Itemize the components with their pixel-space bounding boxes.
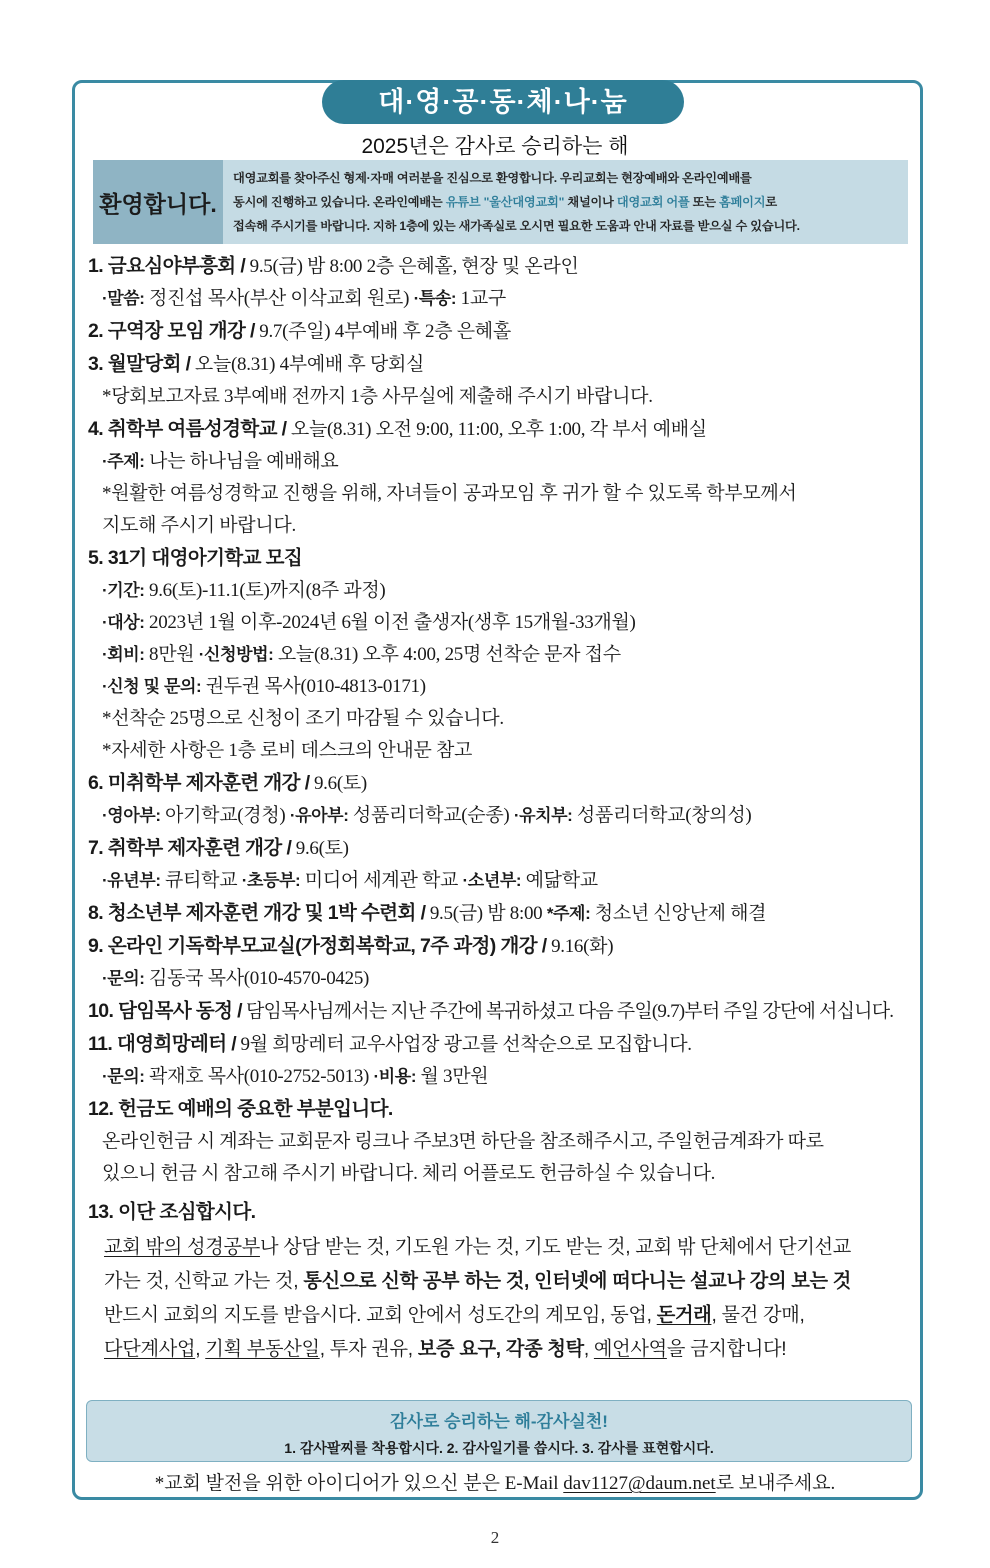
announcements xyxy=(88,250,918,1367)
homepage-link[interactable]: 홈페이지 xyxy=(719,195,766,209)
page-number: 2 xyxy=(490,1528,500,1547)
item-heading: 12. 헌금도 예배의 중요한 부분입니다. xyxy=(88,1098,393,1120)
announcement-10: 10. 담임목사 동정 / 담임목사님께서는 지난 주간에 복귀하셨고 다음 주일(9.7)부터 주일 강단에 서십니다. xyxy=(88,1000,894,1022)
gratitude-title: 감사로 승리하는 해-감사실천! xyxy=(390,1412,608,1431)
church-app-link[interactable]: 대영교회 어플 xyxy=(616,195,690,209)
announcement-7: 7. 취학부 제자훈련 개강 / 9.6(토) ·유년부: 큐티학교 ·초등부: 미디어 세계관 학교 ·소년부: 예닮학교 xyxy=(88,837,598,891)
item-heading: 10. 담임목사 동정 / xyxy=(88,1000,243,1022)
item-heading: 1. 금요심야부흥회 / xyxy=(88,255,246,277)
item-heading: 7. 취학부 제자훈련 개강 / xyxy=(88,837,292,859)
welcome-line-2: 동시에 진행하고 있습니다. 온라인예배는 유튜브 "울산대영교회" 채널이나 대영교회 어플 또는 홈페이지로 xyxy=(233,195,777,209)
announcement-2: 2. 구역장 모임 개강 / 9.7(주일) 4부예배 후 2층 은혜홀 xyxy=(88,320,511,342)
item-heading: 6. 미취학부 제자훈련 개강 / xyxy=(88,772,310,794)
announcement-12: 12. 헌금도 예배의 중요한 부분입니다. 온라인헌금 시 계좌는 교회문자 링크나 주보3면 하단을 참조해주시고, 주일헌금계좌가 따로 있으니 헌금 시 참고해 주시기 바랍니다. 체리 어플로도 헌금하실 수 있습니다. xyxy=(88,1098,824,1184)
announcement-11: 11. 대영희망레터 / 9월 희망레터 교우사업장 광고를 선착순으로 모집합니다. ·문의: 곽재호 목사(010-2752-5013) ·비용: 월 3만원 xyxy=(88,1033,692,1087)
item-heading: 2. 구역장 모임 개강 / xyxy=(88,320,255,342)
item-heading: 13. 이단 조심합시다. xyxy=(88,1201,256,1223)
announcement-1: 1. 금요심야부흥회 / 9.5(금) 밤 8:00 2층 은혜홀, 현장 및 온라인 ·말씀: 정진섭 목사(부산 이삭교회 원로) ·특송: 1교구 xyxy=(88,255,579,309)
contact-line: *교회 발전을 위한 아이디어가 있으신 분은 E-Mail dav1127@daum.net로 보내주세요. xyxy=(154,1473,836,1494)
welcome-line-1: 대영교회를 찾아주신 형제·자매 여러분을 진심으로 환영합니다. 우리교회는 현장예배와 온라인예배를 xyxy=(233,171,752,185)
gratitude-practice-box xyxy=(86,1400,912,1462)
item-heading: 11. 대영희망레터 / xyxy=(88,1033,237,1055)
item-heading: 3. 월말당회 / xyxy=(88,353,191,375)
announcement-3: 3. 월말당회 / 오늘(8.31) 4부예배 후 당회실 *당회보고자료 3부예배 전까지 1층 사무실에 제출해 주시기 바랍니다. xyxy=(88,353,653,407)
item-heading: 9. 온라인 기독학부모교실(가정회복학교, 7주 과정) 개강 / xyxy=(88,935,547,957)
announcement-9: 9. 온라인 기독학부모교실(가정회복학교, 7주 과정) 개강 / 9.16(화) ·문의: 김동국 목사(010-4570-0425) xyxy=(88,935,614,989)
announcement-13: 13. 이단 조심합시다. 교회 밖의 성경공부나 상담 받는 것, 기도원 가는 것, 기도 받는 것, 교회 밖 단체에서 단기선교 가는 것, 신학교 가는 것, 통신으로 신학 공부 하는 것, 인터넷에 떠다니는 설교나 강의 보는 것 반드시 교회의 지도를 받읍시다. 교회 안에서 성도간의 계모임, 동업, 돈거래, 물건 강매, 다단계사업, 기획 부동산일, 투자 권유, 보증 요구, 각종 청탁, 예언사역을 금지합니다! xyxy=(88,1201,852,1360)
item-heading: 4. 취학부 여름성경학교 / xyxy=(88,418,287,440)
item-heading: 8. 청소년부 제자훈련 개강 및 1박 수련회 / xyxy=(88,902,426,924)
youtube-channel-link[interactable]: 유튜브 "울산대영교회" xyxy=(445,195,565,209)
welcome-banner xyxy=(93,160,908,244)
item-heading: 5. 31기 대영아기학교 모집 xyxy=(88,547,303,569)
announcement-8: 8. 청소년부 제자훈련 개강 및 1박 수련회 / 9.5(금) 밤 8:00 *주제: 청소년 신앙난제 해결 xyxy=(88,902,767,924)
announcement-6: 6. 미취학부 제자훈련 개강 / 9.6(토) ·영아부: 아기학교(경청) ·유아부: 성품리더학교(순종) ·유치부: 성품리더학교(창의성) xyxy=(88,772,752,826)
announcement-4: 4. 취학부 여름성경학교 / 오늘(8.31) 오전 9:00, 11:00, 오후 1:00, 각 부서 예배실 ·주제: 나는 하나님을 예배해요 *원활한 여름성경학교 진행을 위해, 자녀들이 공과모임 후 귀가 할 수 있도록 학부모께서 지도해 주시기 바랍니다. xyxy=(88,418,797,536)
email-link[interactable]: dav1127@daum.net xyxy=(563,1473,716,1494)
welcome-text xyxy=(233,166,901,238)
welcome-line-3: 접속해 주시기를 바랍니다. 지하 1층에 있는 새가족실로 오시면 필요한 도움과 안내 자료를 받으실 수 있습니다. xyxy=(233,219,800,233)
page-subtitle: 2025년은 감사로 승리하는 해 xyxy=(361,135,629,158)
announcement-5: 5. 31기 대영아기학교 모집 ·기간: 9.6(토)-11.1(토)까지(8주 과정) ·대상: 2023년 1월 이후-2024년 6월 이전 출생자(생후 15개월-33개월) ·회비: 8만원 ·신청방법: 오늘(8.31) 오후 4:00, 25명 선착순 문자 접수 ·신청 및 문의: 권두권 목사(010-4813-0171) *선착순 25명으로 신청이 조기 마감될 수 있습니다. *자세한 사항은 1층 로비 데스크의 안내문 참고 xyxy=(88,547,636,761)
welcome-label: 환영합니다. xyxy=(93,160,223,244)
gratitude-body: 1. 감사팔찌를 착용합시다. 2. 감사일기를 씁시다. 3. 감사를 표현합시다. xyxy=(284,1440,714,1456)
page-title: 대·영·공·동·체·나·눔 xyxy=(322,80,684,124)
